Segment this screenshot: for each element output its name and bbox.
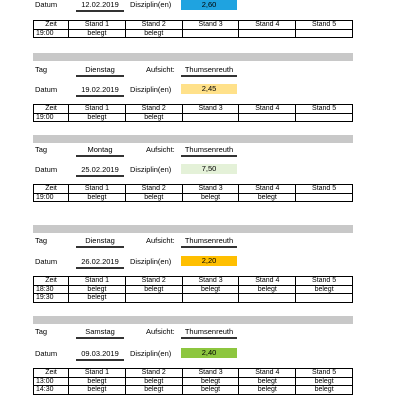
stand-cell: belegt xyxy=(69,113,126,122)
disziplin-value: 2,60 xyxy=(181,0,237,10)
time-cell: 18:30 xyxy=(34,285,69,294)
disziplin-label: Disziplin(en) xyxy=(130,257,172,266)
disziplin-label: Disziplin(en) xyxy=(130,165,172,174)
time-cell: 19:00 xyxy=(34,29,69,38)
section-separator xyxy=(33,53,353,61)
stand-cell xyxy=(239,294,296,303)
stand-cell: belegt xyxy=(239,285,296,294)
column-header: Stand 4 xyxy=(239,369,296,378)
aufsicht-value: Thumsenreuth xyxy=(184,65,234,74)
table-header-row xyxy=(34,277,353,286)
tag-underline xyxy=(76,155,124,157)
column-header: Stand 3 xyxy=(182,105,239,114)
table-row xyxy=(34,377,353,386)
datum-underline xyxy=(76,95,124,97)
stand-cell: belegt xyxy=(69,386,126,395)
column-header: Stand 2 xyxy=(125,105,182,114)
column-header: Zeit xyxy=(34,185,69,194)
column-header: Stand 2 xyxy=(125,277,182,286)
time-cell: 19:00 xyxy=(34,193,69,202)
disziplin-label: Disziplin(en) xyxy=(130,85,172,94)
time-cell: 14:30 xyxy=(34,386,69,395)
stand-cell: belegt xyxy=(182,377,239,386)
stand-cell: belegt xyxy=(125,386,182,395)
stand-cell xyxy=(182,294,239,303)
column-header: Stand 3 xyxy=(182,185,239,194)
stand-cell xyxy=(296,29,353,38)
time-cell: 13:00 xyxy=(34,377,69,386)
stand-cell: belegt xyxy=(182,285,239,294)
stand-cell xyxy=(182,113,239,122)
column-header: Zeit xyxy=(34,21,69,30)
stand-cell xyxy=(296,113,353,122)
column-header: Zeit xyxy=(34,277,69,286)
stand-cell: belegt xyxy=(125,29,182,38)
column-header: Stand 5 xyxy=(296,105,353,114)
stand-cell: belegt xyxy=(296,386,353,395)
aufsicht-label: Aufsicht: xyxy=(146,145,175,154)
table-header-row xyxy=(34,21,353,30)
datum-value: 25.02.2019 xyxy=(81,165,119,174)
datum-label: Datum xyxy=(35,165,58,174)
datum-value: 09.03.2019 xyxy=(81,349,119,358)
table-row xyxy=(34,113,353,122)
column-header: Stand 5 xyxy=(296,185,353,194)
stand-cell xyxy=(296,294,353,303)
aufsicht-value: Thumsenreuth xyxy=(184,145,234,154)
column-header: Stand 2 xyxy=(125,21,182,30)
disziplin-label: Disziplin(en) xyxy=(130,349,172,358)
table-row xyxy=(34,193,353,202)
stand-cell xyxy=(239,113,296,122)
section-separator xyxy=(33,225,353,233)
aufsicht-label: Aufsicht: xyxy=(146,65,175,74)
aufsicht-underline xyxy=(181,246,237,248)
datum-underline xyxy=(76,175,124,177)
aufsicht-underline xyxy=(181,337,237,339)
column-header: Stand 5 xyxy=(296,369,353,378)
table-row xyxy=(34,294,353,303)
column-header: Stand 4 xyxy=(239,185,296,194)
stand-cell xyxy=(296,193,353,202)
stand-cell xyxy=(125,294,182,303)
stand-cell: belegt xyxy=(296,377,353,386)
column-header: Stand 4 xyxy=(239,105,296,114)
column-header: Zeit xyxy=(34,369,69,378)
tag-label: Tag xyxy=(35,145,48,154)
datum-label: Datum xyxy=(35,85,58,94)
column-header: Stand 1 xyxy=(69,21,126,30)
stand-cell: belegt xyxy=(125,193,182,202)
stand-cell: belegt xyxy=(125,113,182,122)
table-row xyxy=(34,386,353,395)
tag-label: Tag xyxy=(35,327,48,336)
table-header-row xyxy=(34,185,353,194)
table-header-row xyxy=(34,369,353,378)
tag-value: Montag xyxy=(87,145,113,154)
datum-underline xyxy=(76,267,124,269)
stand-cell: belegt xyxy=(69,285,126,294)
datum-value: 26.02.2019 xyxy=(81,257,119,266)
datum-label: Datum xyxy=(35,349,58,358)
stand-cell: belegt xyxy=(296,285,353,294)
stand-cell: belegt xyxy=(239,193,296,202)
column-header: Stand 1 xyxy=(69,185,126,194)
datum-value: 12.02.2019 xyxy=(81,0,119,9)
column-header: Stand 1 xyxy=(69,105,126,114)
aufsicht-value: Thumsenreuth xyxy=(184,327,234,336)
tag-value: Samstag xyxy=(85,327,115,336)
column-header: Stand 4 xyxy=(239,277,296,286)
stand-cell xyxy=(239,29,296,38)
aufsicht-underline xyxy=(181,75,237,77)
tag-value: Dienstag xyxy=(85,236,115,245)
booking-table xyxy=(33,368,353,395)
booking-table xyxy=(33,20,353,38)
disziplin-value: 7,50 xyxy=(181,164,237,174)
datum-label: Datum xyxy=(35,0,58,9)
column-header: Stand 4 xyxy=(239,21,296,30)
time-cell: 19:30 xyxy=(34,294,69,303)
disziplin-label: Disziplin(en) xyxy=(130,0,172,9)
column-header: Stand 3 xyxy=(182,21,239,30)
column-header: Zeit xyxy=(34,105,69,114)
stand-cell: belegt xyxy=(69,29,126,38)
column-header: Stand 5 xyxy=(296,277,353,286)
time-cell: 19:00 xyxy=(34,113,69,122)
tag-underline xyxy=(76,246,124,248)
datum-value: 19.02.2019 xyxy=(81,85,119,94)
stand-cell: belegt xyxy=(69,193,126,202)
table-row xyxy=(34,285,353,294)
table-row xyxy=(34,29,353,38)
column-header: Stand 3 xyxy=(182,369,239,378)
table-header-row xyxy=(34,105,353,114)
stand-cell: belegt xyxy=(69,294,126,303)
datum-underline xyxy=(76,10,124,12)
tag-value: Dienstag xyxy=(85,65,115,74)
stand-cell: belegt xyxy=(239,377,296,386)
column-header: Stand 2 xyxy=(125,185,182,194)
aufsicht-value: Thumsenreuth xyxy=(184,236,234,245)
column-header: Stand 1 xyxy=(69,369,126,378)
stand-cell: belegt xyxy=(69,377,126,386)
column-header: Stand 1 xyxy=(69,277,126,286)
datum-label: Datum xyxy=(35,257,58,266)
tag-label: Tag xyxy=(35,236,48,245)
column-header: Stand 5 xyxy=(296,21,353,30)
tag-label: Tag xyxy=(35,65,48,74)
disziplin-value: 2,20 xyxy=(181,256,237,266)
section-separator xyxy=(33,316,353,324)
booking-table xyxy=(33,104,353,122)
tag-underline xyxy=(76,337,124,339)
datum-underline xyxy=(76,359,124,361)
stand-cell: belegt xyxy=(182,193,239,202)
tag-underline xyxy=(76,75,124,77)
aufsicht-underline xyxy=(181,155,237,157)
section-separator xyxy=(33,135,353,143)
stand-cell xyxy=(182,29,239,38)
stand-cell: belegt xyxy=(125,285,182,294)
booking-table xyxy=(33,276,353,303)
stand-cell: belegt xyxy=(182,386,239,395)
column-header: Stand 3 xyxy=(182,277,239,286)
aufsicht-label: Aufsicht: xyxy=(146,327,175,336)
column-header: Stand 2 xyxy=(125,369,182,378)
disziplin-value: 2,45 xyxy=(181,84,237,94)
booking-table xyxy=(33,184,353,202)
disziplin-value: 2,40 xyxy=(181,348,237,358)
stand-cell: belegt xyxy=(125,377,182,386)
stand-cell: belegt xyxy=(239,386,296,395)
aufsicht-label: Aufsicht: xyxy=(146,236,175,245)
